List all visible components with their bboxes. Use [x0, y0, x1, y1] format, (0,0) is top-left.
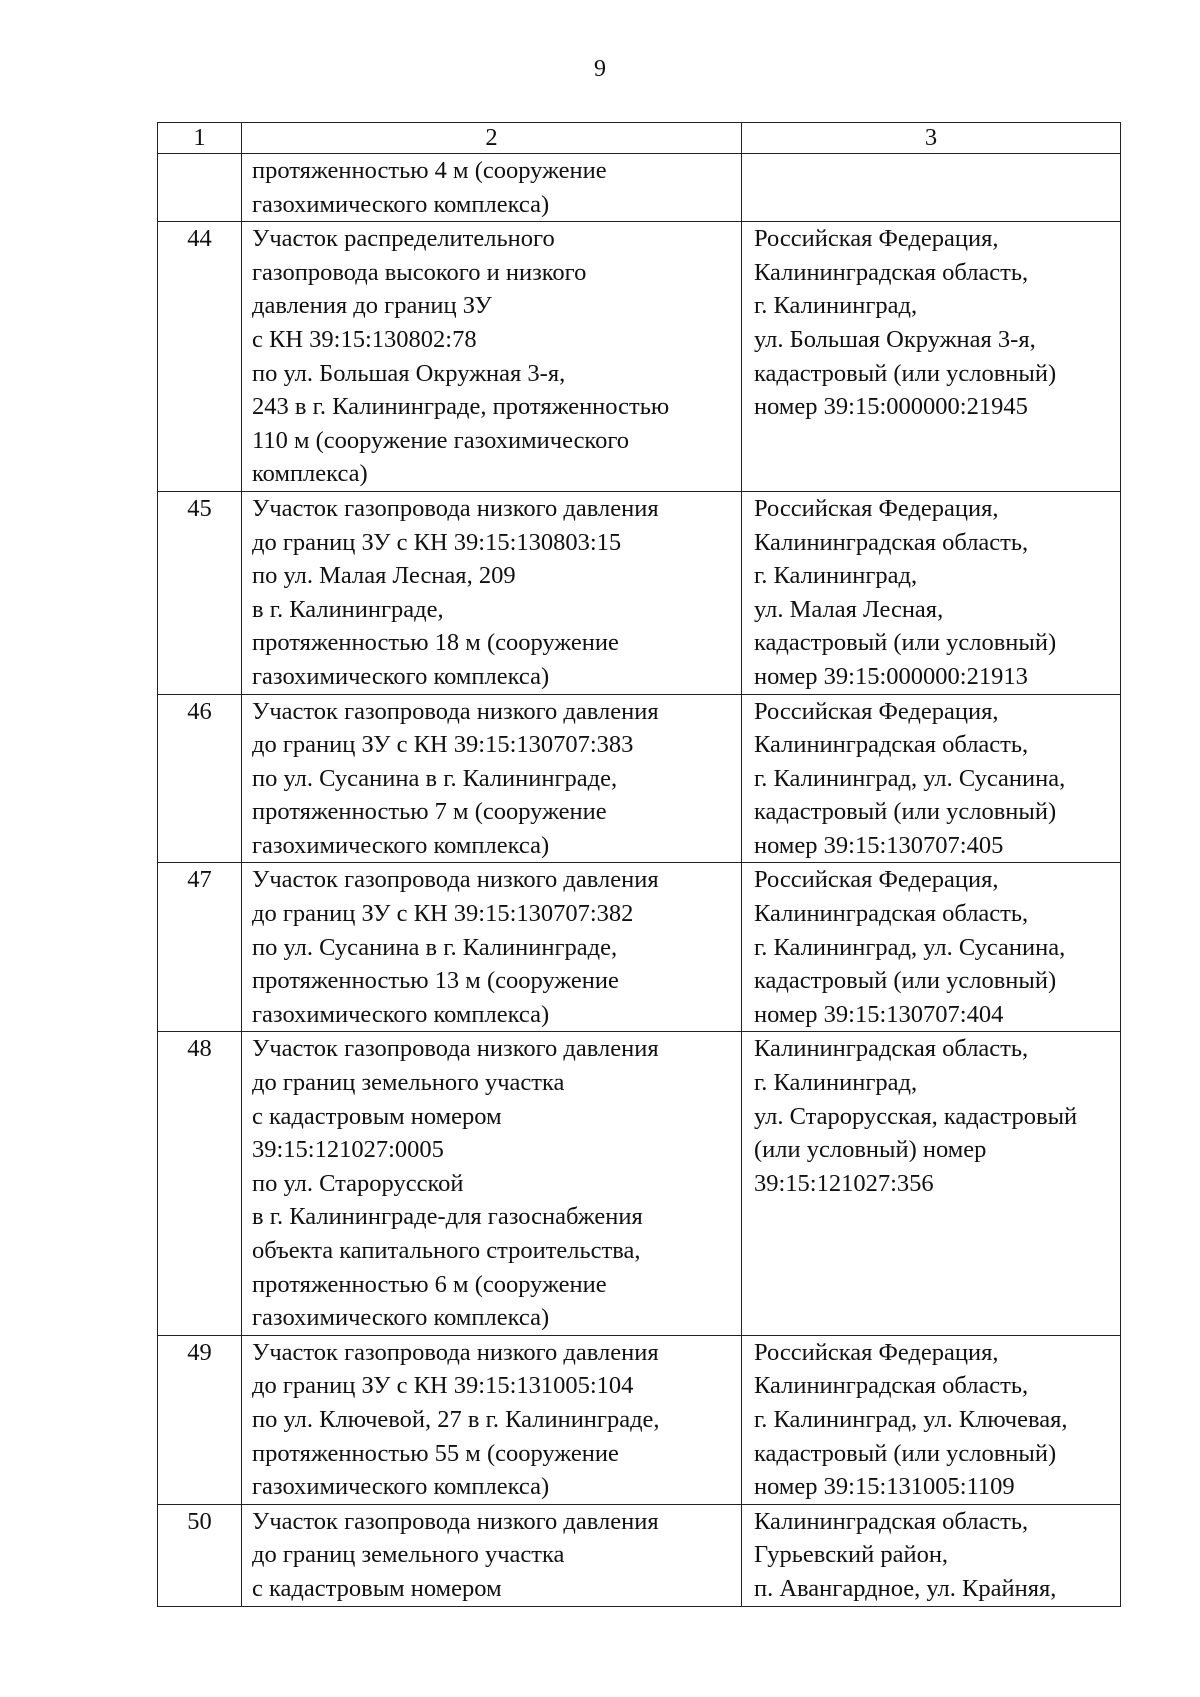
row-number-cell — [158, 154, 242, 222]
description-line: протяженностью 6 м (сооружение — [252, 1270, 607, 1298]
description-line: до границ ЗУ с КН 39:15:130707:383 — [252, 731, 634, 759]
description-line: протяженностью 4 м (сооружение — [252, 157, 607, 184]
table-row — [158, 154, 1121, 222]
description-line: с КН 39:15:130802:78 — [252, 325, 477, 353]
address-line: Калининградская область, — [754, 900, 1029, 928]
table-row — [158, 1032, 1121, 1335]
description-line: газохимического комплекса) — [252, 831, 550, 859]
address-line: Российская Федерация, — [754, 866, 999, 894]
table-row — [158, 694, 1121, 863]
description-line: по ул. Сусанина в г. Калининграде, — [252, 764, 618, 792]
address-line: номер 39:15:130707:405 — [754, 831, 1004, 859]
address-line: г. Калининград, ул. Сусанина, — [754, 764, 1066, 792]
description-cell — [242, 491, 742, 694]
description-cell — [242, 1032, 742, 1335]
row-number-cell: 50 — [158, 1504, 242, 1606]
description-cell — [242, 1335, 742, 1504]
address-line: кадастровый (или условный) — [754, 1439, 1057, 1467]
description-line: до границ ЗУ с КН 39:15:130803:15 — [252, 528, 622, 556]
address-line: ул. Старорусская, кадастровый — [754, 1102, 1078, 1130]
description-line: газохимического комплекса) — [252, 1473, 550, 1501]
table-header-row — [158, 123, 1121, 154]
description-line: газохимического комплекса) — [252, 662, 550, 690]
description-line: комплекса) — [252, 460, 368, 488]
address-line: номер 39:15:131005:1109 — [754, 1473, 1015, 1501]
address-line: Калининградская область, — [754, 1507, 1029, 1535]
description-line: по ул. Малая Лесная, 209 — [252, 562, 516, 590]
table-row — [158, 222, 1121, 492]
description-line: газохимического комплекса) — [252, 1000, 550, 1028]
description-line: газохимического комплекса) — [252, 190, 550, 218]
address-line: кадастровый (или условный) — [754, 629, 1057, 657]
address-line: Калининградская область, — [754, 1372, 1029, 1400]
address-line: Российская Федерация, — [754, 1338, 999, 1366]
description-line: Участок газопровода низкого давления — [252, 697, 659, 725]
row-number-cell: 47 — [158, 863, 242, 1032]
address-line: Российская Федерация, — [754, 494, 999, 522]
description-line: Участок газопровода низкого давления — [252, 866, 659, 894]
address-line: номер 39:15:000000:21913 — [754, 662, 1028, 690]
address-line: г. Калининград, — [754, 292, 918, 320]
row-number-cell: 44 — [158, 222, 242, 492]
address-line: ул. Малая Лесная, — [754, 595, 944, 623]
description-line: с кадастровым номером — [252, 1102, 502, 1130]
table-row — [158, 1504, 1121, 1606]
description-line: давления до границ ЗУ — [252, 292, 492, 320]
description-line: Участок газопровода низкого давления — [252, 1035, 659, 1063]
row-number-cell: 45 — [158, 491, 242, 694]
address-line: г. Калининград, — [754, 562, 918, 590]
header-cell-1: 1 — [158, 123, 242, 154]
description-line: газопровода высокого и низкого — [252, 258, 587, 286]
description-cell — [242, 1504, 742, 1606]
description-line: до границ ЗУ с КН 39:15:130707:382 — [252, 900, 634, 928]
address-cell — [742, 1504, 1121, 1606]
description-line: протяженностью 7 м (сооружение — [252, 798, 607, 826]
description-line: Участок газопровода низкого давления — [252, 494, 659, 522]
address-line: номер 39:15:130707:404 — [754, 1000, 1004, 1028]
address-line: п. Авангардное, ул. Крайняя, — [754, 1574, 1057, 1602]
address-line: 39:15:121027:356 — [754, 1169, 934, 1197]
description-line: объекта капитального строительства, — [252, 1237, 641, 1264]
row-number-cell: 46 — [158, 694, 242, 863]
address-line: Калининградская область, — [754, 528, 1029, 556]
row-number-cell: 49 — [158, 1335, 242, 1504]
address-line: Калининградская область, — [754, 1035, 1029, 1063]
description-line: 39:15:121027:0005 — [252, 1136, 444, 1164]
table-row — [158, 1335, 1121, 1504]
address-cell — [742, 1335, 1121, 1504]
description-line: в г. Калининграде, — [252, 595, 444, 623]
header-cell-3: 3 — [742, 123, 1121, 154]
address-line: г. Калининград, — [754, 1069, 918, 1097]
description-line: до границ ЗУ с КН 39:15:131005:104 — [252, 1372, 634, 1400]
description-line: по ул. Большая Окружная 3-я, — [252, 359, 566, 387]
description-line: по ул. Сусанина в г. Калининграде, — [252, 933, 618, 961]
address-line: г. Калининград, ул. Ключевая, — [754, 1405, 1068, 1433]
description-cell — [242, 694, 742, 863]
address-line: Российская Федерация, — [754, 225, 999, 253]
description-cell — [242, 154, 742, 222]
description-line: до границ земельного участка — [252, 1541, 565, 1569]
address-line: Гурьевский район, — [754, 1541, 949, 1569]
description-line: по ул. Ключевой, 27 в г. Калининграде, — [252, 1405, 660, 1433]
description-cell — [242, 863, 742, 1032]
description-line: протяженностью 55 м (сооружение — [252, 1439, 619, 1467]
description-line: газохимического комплекса) — [252, 1304, 550, 1332]
address-line: ул. Большая Окружная 3-я, — [754, 325, 1036, 353]
description-line: в г. Калининграде-для газоснабжения — [252, 1203, 643, 1231]
address-cell — [742, 491, 1121, 694]
address-line: Калининградская область, — [754, 258, 1029, 286]
description-line: Участок газопровода низкого давления — [252, 1507, 659, 1535]
description-line: протяженностью 13 м (сооружение — [252, 967, 619, 995]
address-cell — [742, 154, 1121, 222]
document-table — [157, 122, 1121, 1607]
address-line: Российская Федерация, — [754, 697, 999, 725]
table-row — [158, 491, 1121, 694]
address-line: Калининградская область, — [754, 731, 1029, 759]
address-cell — [742, 1032, 1121, 1335]
address-line: кадастровый (или условный) — [754, 967, 1057, 995]
description-line: с кадастровым номером — [252, 1574, 502, 1602]
description-line: 243 в г. Калининграде, протяженностью — [252, 393, 670, 421]
page-number: 9 — [594, 56, 606, 82]
address-line: кадастровый (или условный) — [754, 359, 1057, 387]
address-line: номер 39:15:000000:21945 — [754, 393, 1028, 421]
address-cell — [742, 222, 1121, 492]
description-line: протяженностью 18 м (сооружение — [252, 629, 619, 657]
description-line: Участок распределительного — [252, 225, 555, 253]
address-line: (или условный) номер — [754, 1136, 987, 1164]
header-cell-2: 2 — [242, 123, 742, 154]
description-line: Участок газопровода низкого давления — [252, 1338, 659, 1366]
description-line: по ул. Старорусской — [252, 1169, 464, 1197]
description-line: 110 м (сооружение газохимического — [252, 426, 630, 454]
address-cell — [742, 694, 1121, 863]
table-row — [158, 863, 1121, 1032]
address-line: г. Калининград, ул. Сусанина, — [754, 933, 1066, 961]
address-cell — [742, 863, 1121, 1032]
address-line: кадастровый (или условный) — [754, 798, 1057, 826]
description-line: до границ земельного участка — [252, 1069, 565, 1097]
description-cell — [242, 222, 742, 492]
row-number-cell: 48 — [158, 1032, 242, 1335]
